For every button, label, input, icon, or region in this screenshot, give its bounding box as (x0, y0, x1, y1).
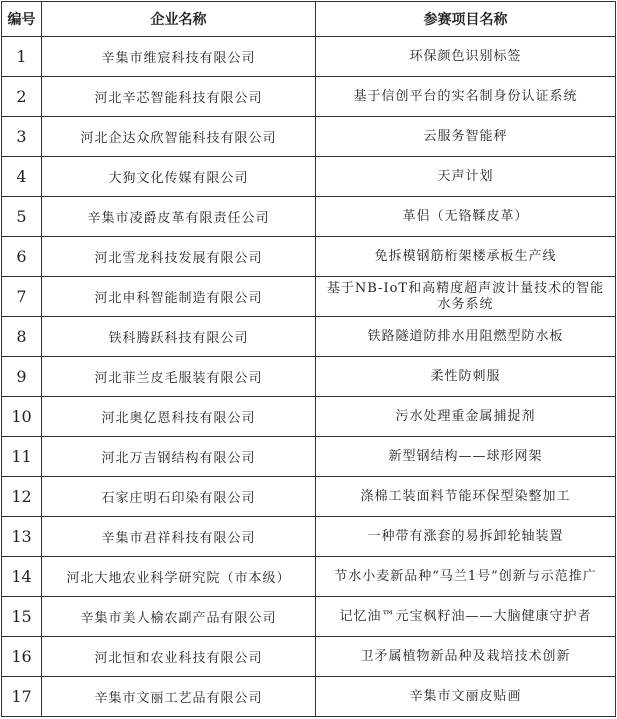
row-number: 1 (2, 37, 42, 77)
row-number: 13 (2, 517, 42, 557)
company-name: 河北恒和农业科技有限公司 (42, 637, 316, 677)
table-row (2, 237, 616, 277)
table-row (2, 677, 616, 717)
project-name: 基于信创平台的实名制身份认证系统 (316, 77, 616, 117)
company-name: 河北大地农业科学研究院（市本级） (42, 557, 316, 597)
table-row (2, 157, 616, 197)
row-number: 2 (2, 77, 42, 117)
row-number: 6 (2, 237, 42, 277)
company-name: 河北菲兰皮毛服装有限公司 (42, 357, 316, 397)
project-name: 一种带有涨套的易拆卸轮轴装置 (316, 517, 616, 557)
row-number: 5 (2, 197, 42, 237)
table-row (2, 197, 616, 237)
project-name: 卫矛属植物新品种及栽培技术创新 (316, 637, 616, 677)
project-name: 新型钢结构——球形网架 (316, 437, 616, 477)
table-row (2, 597, 616, 637)
table-body (2, 37, 616, 717)
table-row (2, 517, 616, 557)
row-number: 14 (2, 557, 42, 597)
project-name: 基于NB-IoT和高精度超声波计量技术的智能水务系统 (316, 277, 616, 317)
competition-table (1, 1, 616, 717)
table-row (2, 117, 616, 157)
project-name: 天声计划 (316, 157, 616, 197)
company-name: 河北万吉钢结构有限公司 (42, 437, 316, 477)
row-number: 9 (2, 357, 42, 397)
row-number: 12 (2, 477, 42, 517)
row-number: 11 (2, 437, 42, 477)
project-name: 记忆油™元宝枫籽油——大脑健康守护者 (316, 597, 616, 637)
company-name: 辛集市美人榆农副产品有限公司 (42, 597, 316, 637)
table-row (2, 397, 616, 437)
table-row (2, 437, 616, 477)
project-name: 铁路隧道防排水用阻燃型防水板 (316, 317, 616, 357)
company-name: 铁科腾跃科技有限公司 (42, 317, 316, 357)
table-row (2, 477, 616, 517)
project-name: 云服务智能秤 (316, 117, 616, 157)
row-number: 17 (2, 677, 42, 717)
table-row (2, 637, 616, 677)
project-name: 免拆模钢筋桁架楼承板生产线 (316, 237, 616, 277)
table-row (2, 317, 616, 357)
company-name: 大狗文化传媒有限公司 (42, 157, 316, 197)
row-number: 3 (2, 117, 42, 157)
company-name: 河北企达众欣智能科技有限公司 (42, 117, 316, 157)
table-row (2, 557, 616, 597)
header-project: 参赛项目名称 (316, 2, 616, 37)
project-name: 柔性防刺服 (316, 357, 616, 397)
row-number: 15 (2, 597, 42, 637)
row-number: 7 (2, 277, 42, 317)
row-number: 4 (2, 157, 42, 197)
table-row (2, 357, 616, 397)
row-number: 10 (2, 397, 42, 437)
table-row (2, 77, 616, 117)
project-name: 节水小麦新品种“马兰1号”创新与示范推广 (316, 557, 616, 597)
row-number: 8 (2, 317, 42, 357)
header-company: 企业名称 (42, 2, 316, 37)
project-name: 环保颜色识别标签 (316, 37, 616, 77)
company-name: 河北奥亿恩科技有限公司 (42, 397, 316, 437)
row-number: 16 (2, 637, 42, 677)
company-name: 河北雪龙科技发展有限公司 (42, 237, 316, 277)
company-name: 辛集市凌爵皮革有限责任公司 (42, 197, 316, 237)
project-name: 污水处理重金属捕捉剂 (316, 397, 616, 437)
company-name: 辛集市文丽工艺品有限公司 (42, 677, 316, 717)
company-name: 辛集市维宸科技有限公司 (42, 37, 316, 77)
company-name: 河北申科智能制造有限公司 (42, 277, 316, 317)
table-row (2, 37, 616, 77)
company-name: 辛集市君祥科技有限公司 (42, 517, 316, 557)
project-name: 辛集市文丽皮贴画 (316, 677, 616, 717)
table-row (2, 277, 616, 317)
header-number: 编号 (2, 2, 42, 37)
project-name: 涤棉工装面料节能环保型染整加工 (316, 477, 616, 517)
header-row (2, 2, 616, 37)
company-name: 河北辛芯智能科技有限公司 (42, 77, 316, 117)
project-name: 革侣（无铬鞣皮革） (316, 197, 616, 237)
company-name: 石家庄明石印染有限公司 (42, 477, 316, 517)
